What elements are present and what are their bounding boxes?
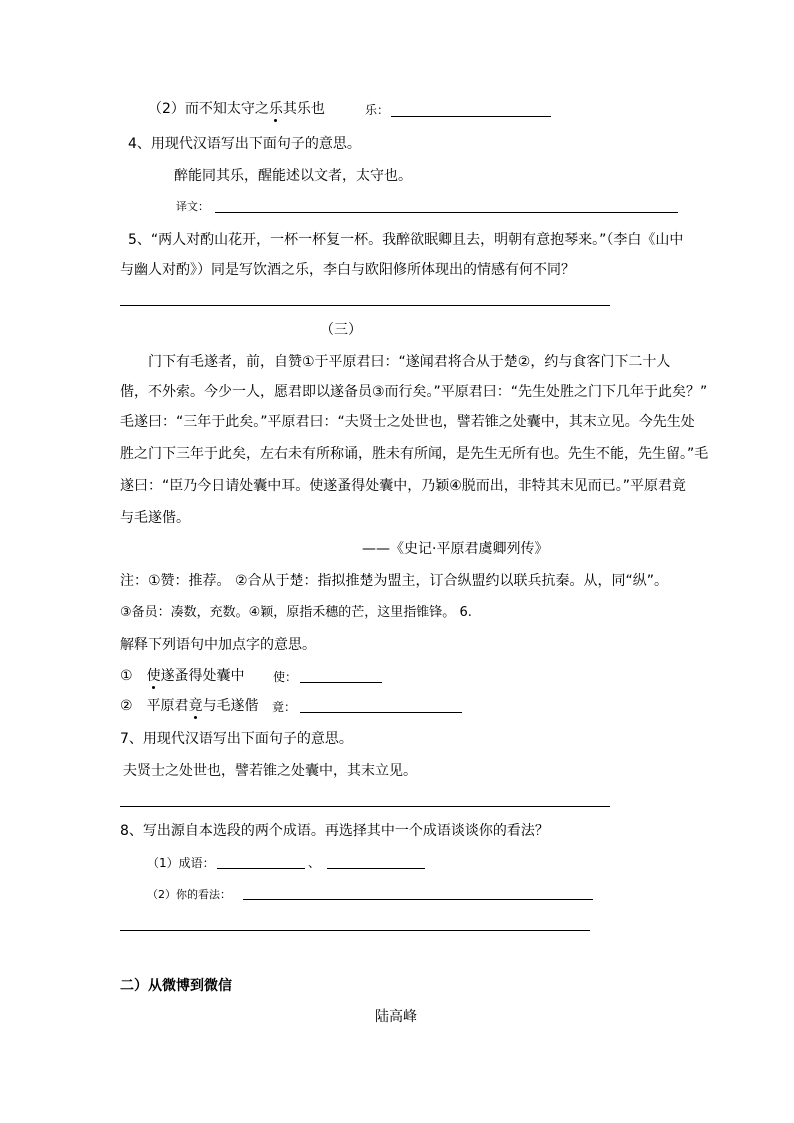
answer-blank-jing[interactable] (300, 712, 462, 713)
passage-line: 偕，不外索。今少一人，愿君即以遂备员③而行矣。”平原君曰：“先生处胜之门下几年于此矣？” (120, 384, 708, 400)
question-3-2 (148, 101, 325, 118)
question-5-line2: 与幽人对酌》）同是写饮酒之乐，李白与欧阳修所体现出的情感有何不同？ (120, 262, 575, 278)
question-7-sentence: 夫贤士之处世也，譬若锥之处囊中，其末立见。 (123, 763, 417, 779)
opinion-blank-2[interactable] (120, 930, 590, 931)
opinion-blank-1[interactable] (243, 899, 593, 900)
question-6-prompt: 解释下列语句中加点字的意思。 (120, 637, 316, 653)
item-text: 平原君 (146, 698, 189, 714)
section-heading-2: 二）从微博到微信 (120, 978, 232, 994)
answer-label-shi: 使： (273, 670, 298, 684)
article-author: 陆高峰 (375, 1009, 417, 1025)
dotted-character: 使 (146, 668, 161, 684)
idiom-blank-1[interactable] (217, 868, 305, 869)
question-4-prompt: 4、用现代汉语写出下面句子的意思。 (128, 136, 361, 152)
idiom-blank-2[interactable] (327, 868, 425, 869)
question-text: （2）而不知太守之 (148, 101, 269, 117)
question-4-sentence: 醉能同其乐，醒能述以文者，太守也。 (174, 168, 412, 184)
idiom-label: （1）成语： (147, 856, 215, 870)
passage-source: ——《史记·平原君虞卿列传》 (362, 541, 549, 557)
answer-blank-q5[interactable] (120, 305, 610, 306)
translation-blank[interactable] (215, 212, 678, 213)
answer-label-le: 乐： (365, 103, 390, 117)
passage-line: 遂曰：“臣乃今日请处囊中耳。使遂蚤得处囊中，乃颖④脱而出，非特其末见而已。”平原君竟 (120, 478, 687, 494)
question-5-line1: 5、“两人对酌山花开，一杯一杯复一杯。我醉欲眠卿且去，明朝有意抱琴来。”（李白《山中 (128, 232, 684, 248)
item-text: 与毛遂偕 (202, 698, 259, 714)
answer-blank-q7[interactable] (120, 806, 610, 807)
annotation-line: 注：①赞：推荐。 ②合从于楚：指拟推楚为盟主，订合纵盟约以联兵抗秦。从，同“纵”。 (120, 573, 669, 589)
passage-line: 胜之门下三年于此矣，左右未有所称诵，胜未有所闻，是先生无所有也。先生不能，先生留。”毛 (120, 446, 709, 462)
passage-line: 门下有毛遂者，前，自赞①于平原君曰：“遂闻君将合从于楚②，约与食客门下二十人 (148, 354, 671, 370)
translation-label: 译文： (176, 200, 209, 213)
section-heading-3: （三） (320, 322, 362, 338)
item-text: 遂蚤得处囊中 (160, 668, 245, 684)
dotted-character: 乐 (268, 101, 283, 117)
question-6-item-2 (120, 698, 259, 715)
answer-blank-le[interactable] (391, 116, 551, 117)
passage-line: 与毛遂偕。 (120, 510, 190, 526)
dotted-character: 竟 (188, 698, 203, 714)
passage-line: 毛遂曰：“三年于此矣。”平原君曰：“夫贤士之处世也，譬若锥之处囊中，其末立见。今先生处 (120, 414, 695, 430)
idiom-separator: 、 (308, 856, 321, 870)
annotation-line: ③备员：凑数，充数。④颖，原指禾穗的芒，这里指锥锋。 6. (120, 605, 472, 620)
question-7-prompt: 7、用现代汉语写出下面句子的意思。 (120, 731, 353, 747)
question-6-item-1 (120, 668, 245, 685)
answer-blank-shi[interactable] (300, 682, 382, 683)
question-8-prompt: 8、写出源自本选段的两个成语。再选择其中一个成语谈谈你的看法？ (120, 823, 549, 839)
opinion-label: （2）你的看法： (147, 888, 231, 901)
answer-label-jing: 竟： (272, 700, 297, 714)
question-text: 其乐也 (282, 101, 325, 117)
item-number: ① (120, 668, 133, 684)
item-number: ② (120, 698, 133, 714)
